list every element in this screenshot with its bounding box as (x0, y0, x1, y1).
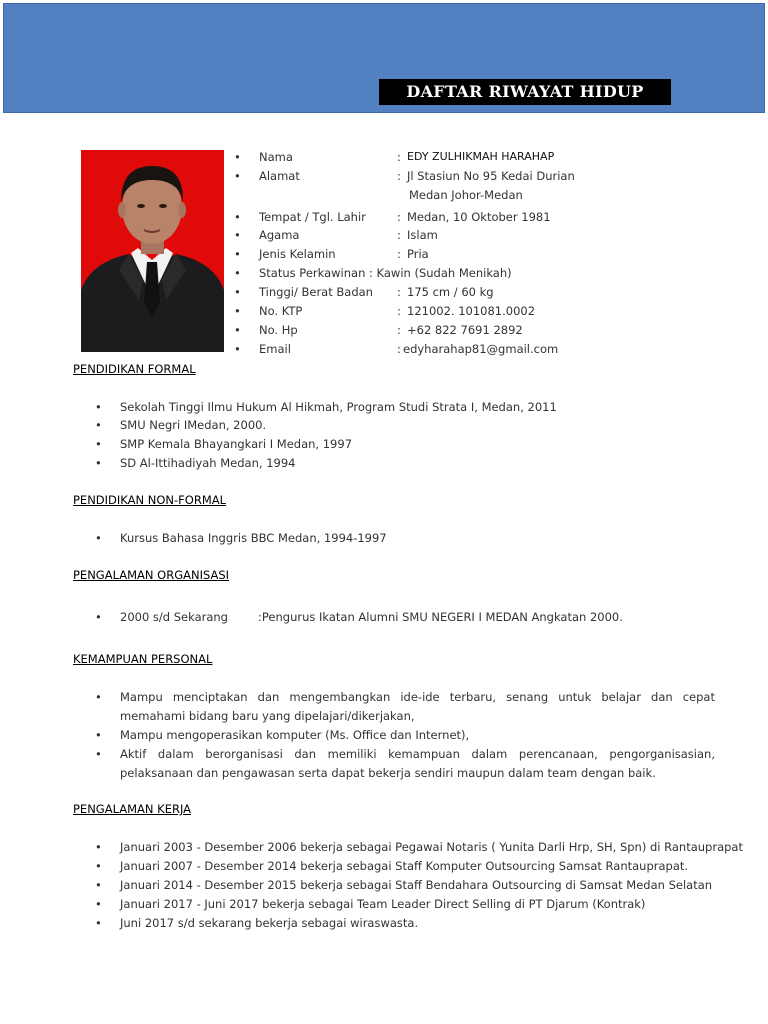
list-item-text: Januari 2014 - Desember 2015 bekerja sebagai Staff Bendahara Outsourcing di Samsat Medan Selatan (120, 878, 713, 892)
bullet-icon: • (95, 690, 102, 704)
bullet-icon: • (234, 323, 241, 337)
bullet-icon: • (95, 916, 102, 930)
list-item-text: Januari 2003 - Desember 2006 bekerja sebagai Pegawai Notaris ( Yunita Darli Hrp, SH, Spn) di Rantauprapat (120, 840, 743, 854)
org-description: :Pengurus Ikatan Alumni SMU NEGERI I MEDAN Angkatan 2000. (258, 610, 623, 624)
bullet-icon: • (95, 418, 102, 432)
info-label: Agama (259, 228, 300, 242)
list-item-text: SMU Negri IMedan, 2000. (120, 418, 267, 432)
info-label: Status Perkawinan : Kawin (Sudah Menikah) (259, 266, 512, 280)
section-title-pengalaman-kerja: PENGALAMAN KERJA (73, 802, 192, 816)
info-colon: : (397, 285, 401, 299)
bullet-icon: • (234, 247, 241, 261)
info-value: +62 822 7691 2892 (407, 323, 523, 337)
info-label: Email (259, 342, 291, 356)
info-label: Nama (259, 150, 293, 164)
org-period: 2000 s/d Sekarang (120, 610, 228, 624)
person-portrait-image (81, 150, 224, 352)
list-item-text: Kursus Bahasa Inggris BBC Medan, 1994-1997 (120, 531, 387, 545)
info-label: No. KTP (259, 304, 303, 318)
bullet-icon: • (234, 150, 241, 164)
info-value: Islam (407, 228, 438, 242)
list-item-text: Mampu menciptakan dan mengembangkan ide-ide terbaru, senang untuk belajar dan cepat memahami bidang baru yang dipelajari/dikerjakan, (120, 690, 715, 723)
list-item (95, 726, 715, 745)
list-item-text: Mampu mengoperasikan komputer (Ms. Office dan Internet), (120, 728, 470, 742)
info-label: Alamat (259, 169, 300, 183)
list-item (95, 688, 715, 726)
bullet-icon: • (234, 228, 241, 242)
info-label: No. Hp (259, 323, 298, 337)
info-colon: : (397, 342, 401, 356)
list-item-text: Januari 2017 - Juni 2017 bekerja sebagai Team Leader Direct Selling di PT Djarum (Kontrak) (120, 897, 646, 911)
info-colon: : (397, 150, 401, 164)
document-title: DAFTAR RIWAYAT HIDUP (379, 79, 671, 105)
list-item (95, 745, 715, 783)
list-item-text: Juni 2017 s/d sekarang bekerja sebagai wiraswasta. (120, 916, 419, 930)
bullet-icon: • (95, 400, 102, 414)
list-item-text: Januari 2007 - Desember 2014 bekerja sebagai Staff Komputer Outsourcing Samsat Rantauprapat. (120, 859, 689, 873)
bullet-icon: • (234, 266, 241, 280)
info-label: Jenis Kelamin (259, 247, 336, 261)
section-title-pendidikan-non-formal: PENDIDIKAN NON-FORMAL (73, 493, 227, 507)
info-value: Pria (407, 247, 429, 261)
list-item-text: Sekolah Tinggi Ilmu Hukum Al Hikmah, Program Studi Strata I, Medan, 2011 (120, 400, 557, 414)
list-item-text: SD Al-Ittihadiyah Medan, 1994 (120, 456, 296, 470)
info-value: Jl Stasiun No 95 Kedai Durian (407, 169, 575, 183)
bullet-icon: • (234, 210, 241, 224)
info-value: 175 cm / 60 kg (407, 285, 494, 299)
bullet-icon: • (234, 285, 241, 299)
bullet-icon: • (234, 304, 241, 318)
bullet-icon: • (234, 342, 241, 356)
bullet-icon: • (234, 169, 241, 183)
info-value: Medan, 10 Oktober 1981 (407, 210, 551, 224)
info-colon: : (397, 210, 401, 224)
section-title-pendidikan-formal: PENDIDIKAN FORMAL (73, 362, 196, 376)
info-value-name: EDY ZULHIKMAH HARAHAP (407, 150, 555, 163)
info-colon: : (397, 323, 401, 337)
section-title-kemampuan-personal: KEMAMPUAN PERSONAL (73, 652, 213, 666)
bullet-icon: • (95, 878, 102, 892)
profile-photo (81, 150, 224, 352)
section-title-pengalaman-organisasi: PENGALAMAN ORGANISASI (73, 568, 230, 582)
info-value: 121002. 101081.0002 (407, 304, 536, 318)
bullet-icon: • (95, 456, 102, 470)
bullet-icon: • (95, 859, 102, 873)
bullet-icon: • (95, 531, 102, 545)
list-item-text: SMP Kemala Bhayangkari I Medan, 1997 (120, 437, 353, 451)
bullet-icon: • (95, 728, 102, 742)
bullet-icon: • (95, 610, 102, 624)
info-colon: : (397, 228, 401, 242)
list-item-text: Aktif dalam berorganisasi dan memiliki kemampuan dalam perencanaan, pengorganisasian, pelaksanaan dan pengawasan serta dapat bekerja sendiri maupun dalam team dengan baik. (120, 747, 715, 780)
info-colon: : (397, 304, 401, 318)
bullet-icon: • (95, 437, 102, 451)
info-label: Tempat / Tgl. Lahir (259, 210, 366, 224)
bullet-icon: • (95, 840, 102, 854)
info-colon: : (397, 247, 401, 261)
info-value-line2: Medan Johor-Medan (409, 188, 523, 202)
bullet-icon: • (95, 747, 102, 761)
info-value-email: edyharahap81@gmail.com (403, 342, 559, 356)
bullet-icon: • (95, 897, 102, 911)
info-colon: : (397, 169, 401, 183)
info-label: Tinggi/ Berat Badan (259, 285, 373, 299)
